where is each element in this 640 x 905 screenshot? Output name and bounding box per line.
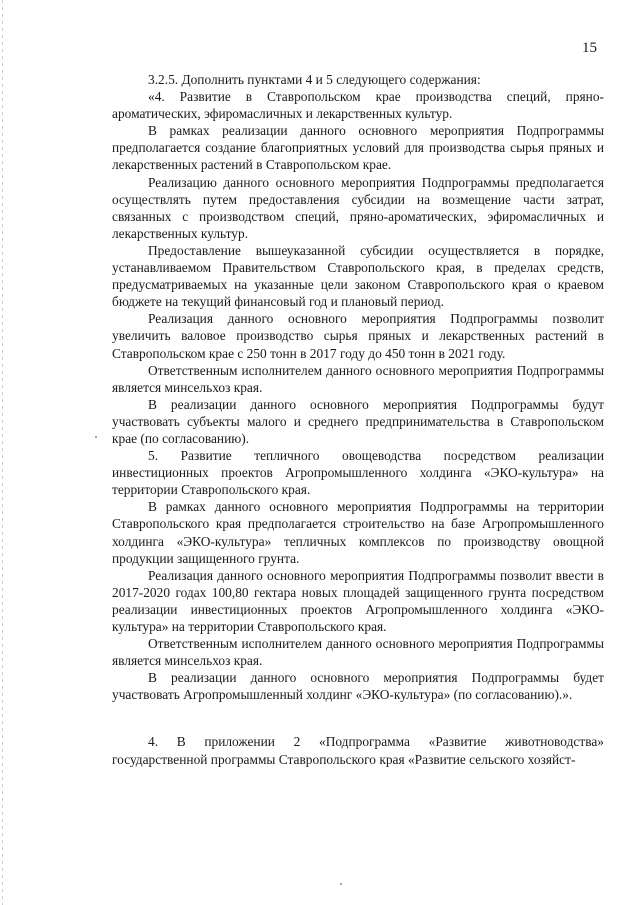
paragraph: Реализацию данного основного мероприятия Подпрограммы предполагается осуществлять путем предоставления субсидии на возмещение части затрат, связанных с производством специй, пряно-ароматических, эфиромасличных и лекарственных культур. xyxy=(112,174,604,241)
document-body xyxy=(112,71,604,768)
scan-speck xyxy=(340,883,342,885)
paragraph: Реализация данного основного мероприятия Подпрограммы позволит увеличить валовое производство сырья пряных и лекарственных растений в Ставропольском крае с 250 тонн в 2017 году до 450 тонн в 2021 году. xyxy=(112,311,604,361)
paragraph-3-2-5: 3.2.5. Дополнить пунктами 4 и 5 следующего содержания: xyxy=(148,72,481,87)
paragraph: В реализации данного основного мероприятия Подпрограммы будут участвовать субъекты малого и среднего предпринимательства в Ставропольском крае (по согласованию). xyxy=(112,396,604,446)
paragraph-item-5-title: 5. Развитие тепличного овощеводства посредством реализации инвестиционных проектов Агропромышленного холдинга «ЭКО-культура» на территории Ставропольского края. xyxy=(112,448,604,498)
paragraph: Реализация данного основного мероприятия Подпрограммы позволит ввести в 2017-2020 годах 100,80 гектара новых площадей защищенного грунта посредством реализации инвестиционных проектов Агропромышленного холдинга «ЭКО-культура» на территории Ставропольского края. xyxy=(112,567,604,634)
page-number: 15 xyxy=(582,40,597,56)
paragraph: Ответственным исполнителем данного основного мероприятия Подпрограммы является минсельхоз края. xyxy=(112,362,604,395)
paragraph-gap xyxy=(112,703,604,733)
scan-speck xyxy=(95,436,97,438)
paragraph-appendix-2: 4. В приложении 2 «Подпрограмма «Развитие животноводства» государственной программы Ставропольского края «Развитие сельского хозяйст- xyxy=(112,734,604,767)
paragraph: Ответственным исполнителем данного основного мероприятия Подпрограммы является минсельхоз края. xyxy=(112,636,604,669)
paragraph: В реализации данного основного мероприятия Подпрограммы будет участвовать Агропромышленный холдинг «ЭКО-культура» (по согласованию).». xyxy=(112,670,604,703)
paragraph: В рамках данного основного мероприятия Подпрограммы на территории Ставропольского края предполагается строительство на базе Агропромышленного холдинга «ЭКО-культура» тепличных комплексов по производству овощной продукции защищенного грунта. xyxy=(112,499,604,566)
paragraph: В рамках реализации данного основного мероприятия Подпрограммы предполагается создание благоприятных условий для производства сырья пряных и лекарственных растений в Ставропольском крае. xyxy=(112,123,604,173)
scan-left-edge xyxy=(2,0,3,905)
paragraph: Предоставление вышеуказанной субсидии осуществляется в порядке, устанавливаемом Правительством Ставропольского края, в пределах средств, предусматриваемых на указанные цели законом Ставропольского края о краевом бюджете на текущий финансовый год и плановый период. xyxy=(112,242,604,310)
paragraph-item-4-title: «4. Развитие в Ставропольском крае производства специй, пряно-ароматических, эфиромасличных и лекарственных культур. xyxy=(112,89,604,122)
